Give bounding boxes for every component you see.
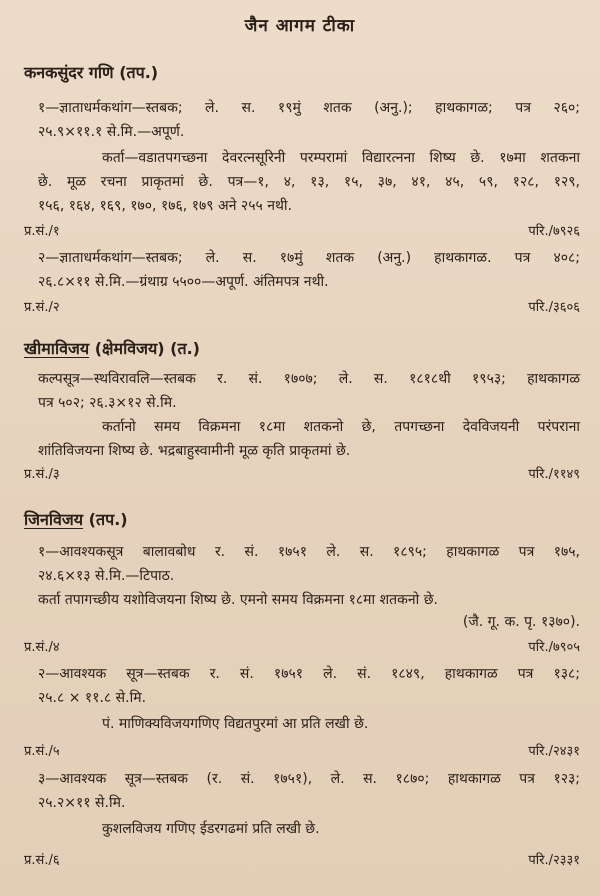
pra-ref: प्र.सं./३	[24, 467, 60, 482]
author-tag: (त.)	[170, 339, 200, 358]
author-name: जिनविजय	[24, 510, 84, 529]
pari-ref: परि./३६०६	[528, 300, 580, 315]
entry-line: २—ज्ञाताधर्मकथांग—स्तबक; ले. स. १७मुं शतक (अनु.) हाथकागळ. पत्र ४०८;	[38, 250, 580, 266]
section-heading	[24, 511, 128, 529]
section-heading	[24, 340, 200, 358]
entry-line: २५.२×११ से.मि.	[38, 795, 126, 811]
pari-ref: परि./७९०५	[528, 640, 580, 655]
pra-ref: प्र.सं./५	[24, 744, 60, 759]
entry-note: कर्तानो समय विक्रमना १८मा शतकनो छे, तपगच्छना देवविजयनी परंपराना	[102, 419, 580, 435]
pari-ref: परि./२४३१	[528, 744, 580, 759]
entry-note: कर्ता तपागच्छीय यशोविजयना शिष्य छे. एमनो समय विक्रमना १८मा शतकनो छे.	[38, 592, 438, 608]
entry-line: १—आवश्यकसूत्र बालावबोध र. सं. १७५१ ले. स. १८९५; हाथकागळ पत्र १७५,	[38, 544, 580, 560]
entry-line: १—ज्ञाताधर्मकथांग—स्तबक; ले. स. १९मुं शतक (अनु.); हाथकागळ; पत्र २६०;	[38, 100, 580, 116]
pra-ref: प्र.सं./६	[24, 853, 60, 868]
pari-ref: परि./११४९	[528, 467, 580, 482]
entry-line: २५.८ × ११.८ से.मि.	[38, 690, 147, 706]
author-tag: (तप.)	[119, 63, 159, 82]
pra-ref: प्र.सं./४	[24, 640, 60, 655]
author-name: खीमाविजय	[24, 339, 90, 358]
author-name: कनकसुंदर गणि	[24, 63, 114, 82]
entry-line: २—आवश्यक सूत्र—स्तबक र. सं. १७५१ ले. सं. १८४९, हाथकागळ पत्र १३८;	[38, 666, 580, 682]
entry-line: २४.६×१३ से.मि.—टिपाठ.	[38, 568, 175, 584]
pari-ref: परि./७९२६	[528, 224, 580, 239]
author-alt-name: (क्षेमविजय)	[94, 339, 165, 358]
pra-ref: प्र.सं./२	[24, 300, 60, 315]
entry-note: पं. माणिक्यविजयगणिए विद्यतपुरमां आ प्रति लखी छे.	[102, 716, 369, 732]
author-tag: (तप.)	[88, 510, 128, 529]
entry-line: ३—आवश्यक सूत्र—स्तबक (र. सं. १७५१), ले. स. १८७०; हाथकागळ पत्र १२३;	[38, 771, 580, 787]
pari-ref: परि./२३३१	[528, 853, 580, 868]
entry-note: १५६, १६४, १६९, १७०, १७६, १७९ अने २५५ नथी.	[38, 198, 292, 214]
section-heading	[24, 64, 158, 82]
page-title: जैन आगम टीका	[244, 16, 356, 36]
entry-line: कल्पसूत्र—स्थविरावलि—स्तबक र. सं. १७०७; ले. स. १८१८थी १९५३; हाथकागळ	[38, 371, 580, 387]
entry-note: शांतिविजयना शिष्य छे. भद्रबाहुस्वामीनी मूळ कृति प्राकृतमां छे.	[38, 443, 351, 459]
entry-note: कुशलविजय गणिए ईडरगढमां प्रति लखी छे.	[102, 821, 320, 837]
entry-note: छे. मूळ रचना प्राकृतमां छे. पत्र—१, ४, १३, १५, ३७, ४१, ४५, ५९, १२८, १२९,	[38, 174, 580, 190]
pra-ref: प्र.सं./१	[24, 224, 60, 239]
entry-line: २५.९×११.१ से.मि.—अपूर्ण.	[38, 124, 185, 140]
entry-line: २६.८×११ से.मि.—ग्रंथाग्र ५५००—अपूर्ण. अंतिमपत्र नथी.	[38, 274, 329, 290]
entry-line: पत्र ५०२; २६.३×१२ से.मि.	[38, 395, 177, 411]
entry-citation: (जै. गू. क. पृ. १३७०).	[462, 614, 580, 630]
entry-note: कर्ता—वडातपगच्छना देवरत्नसूरिनी परम्परामां विद्यारत्नना शिष्य छे. १७मा शतकना	[102, 150, 580, 166]
